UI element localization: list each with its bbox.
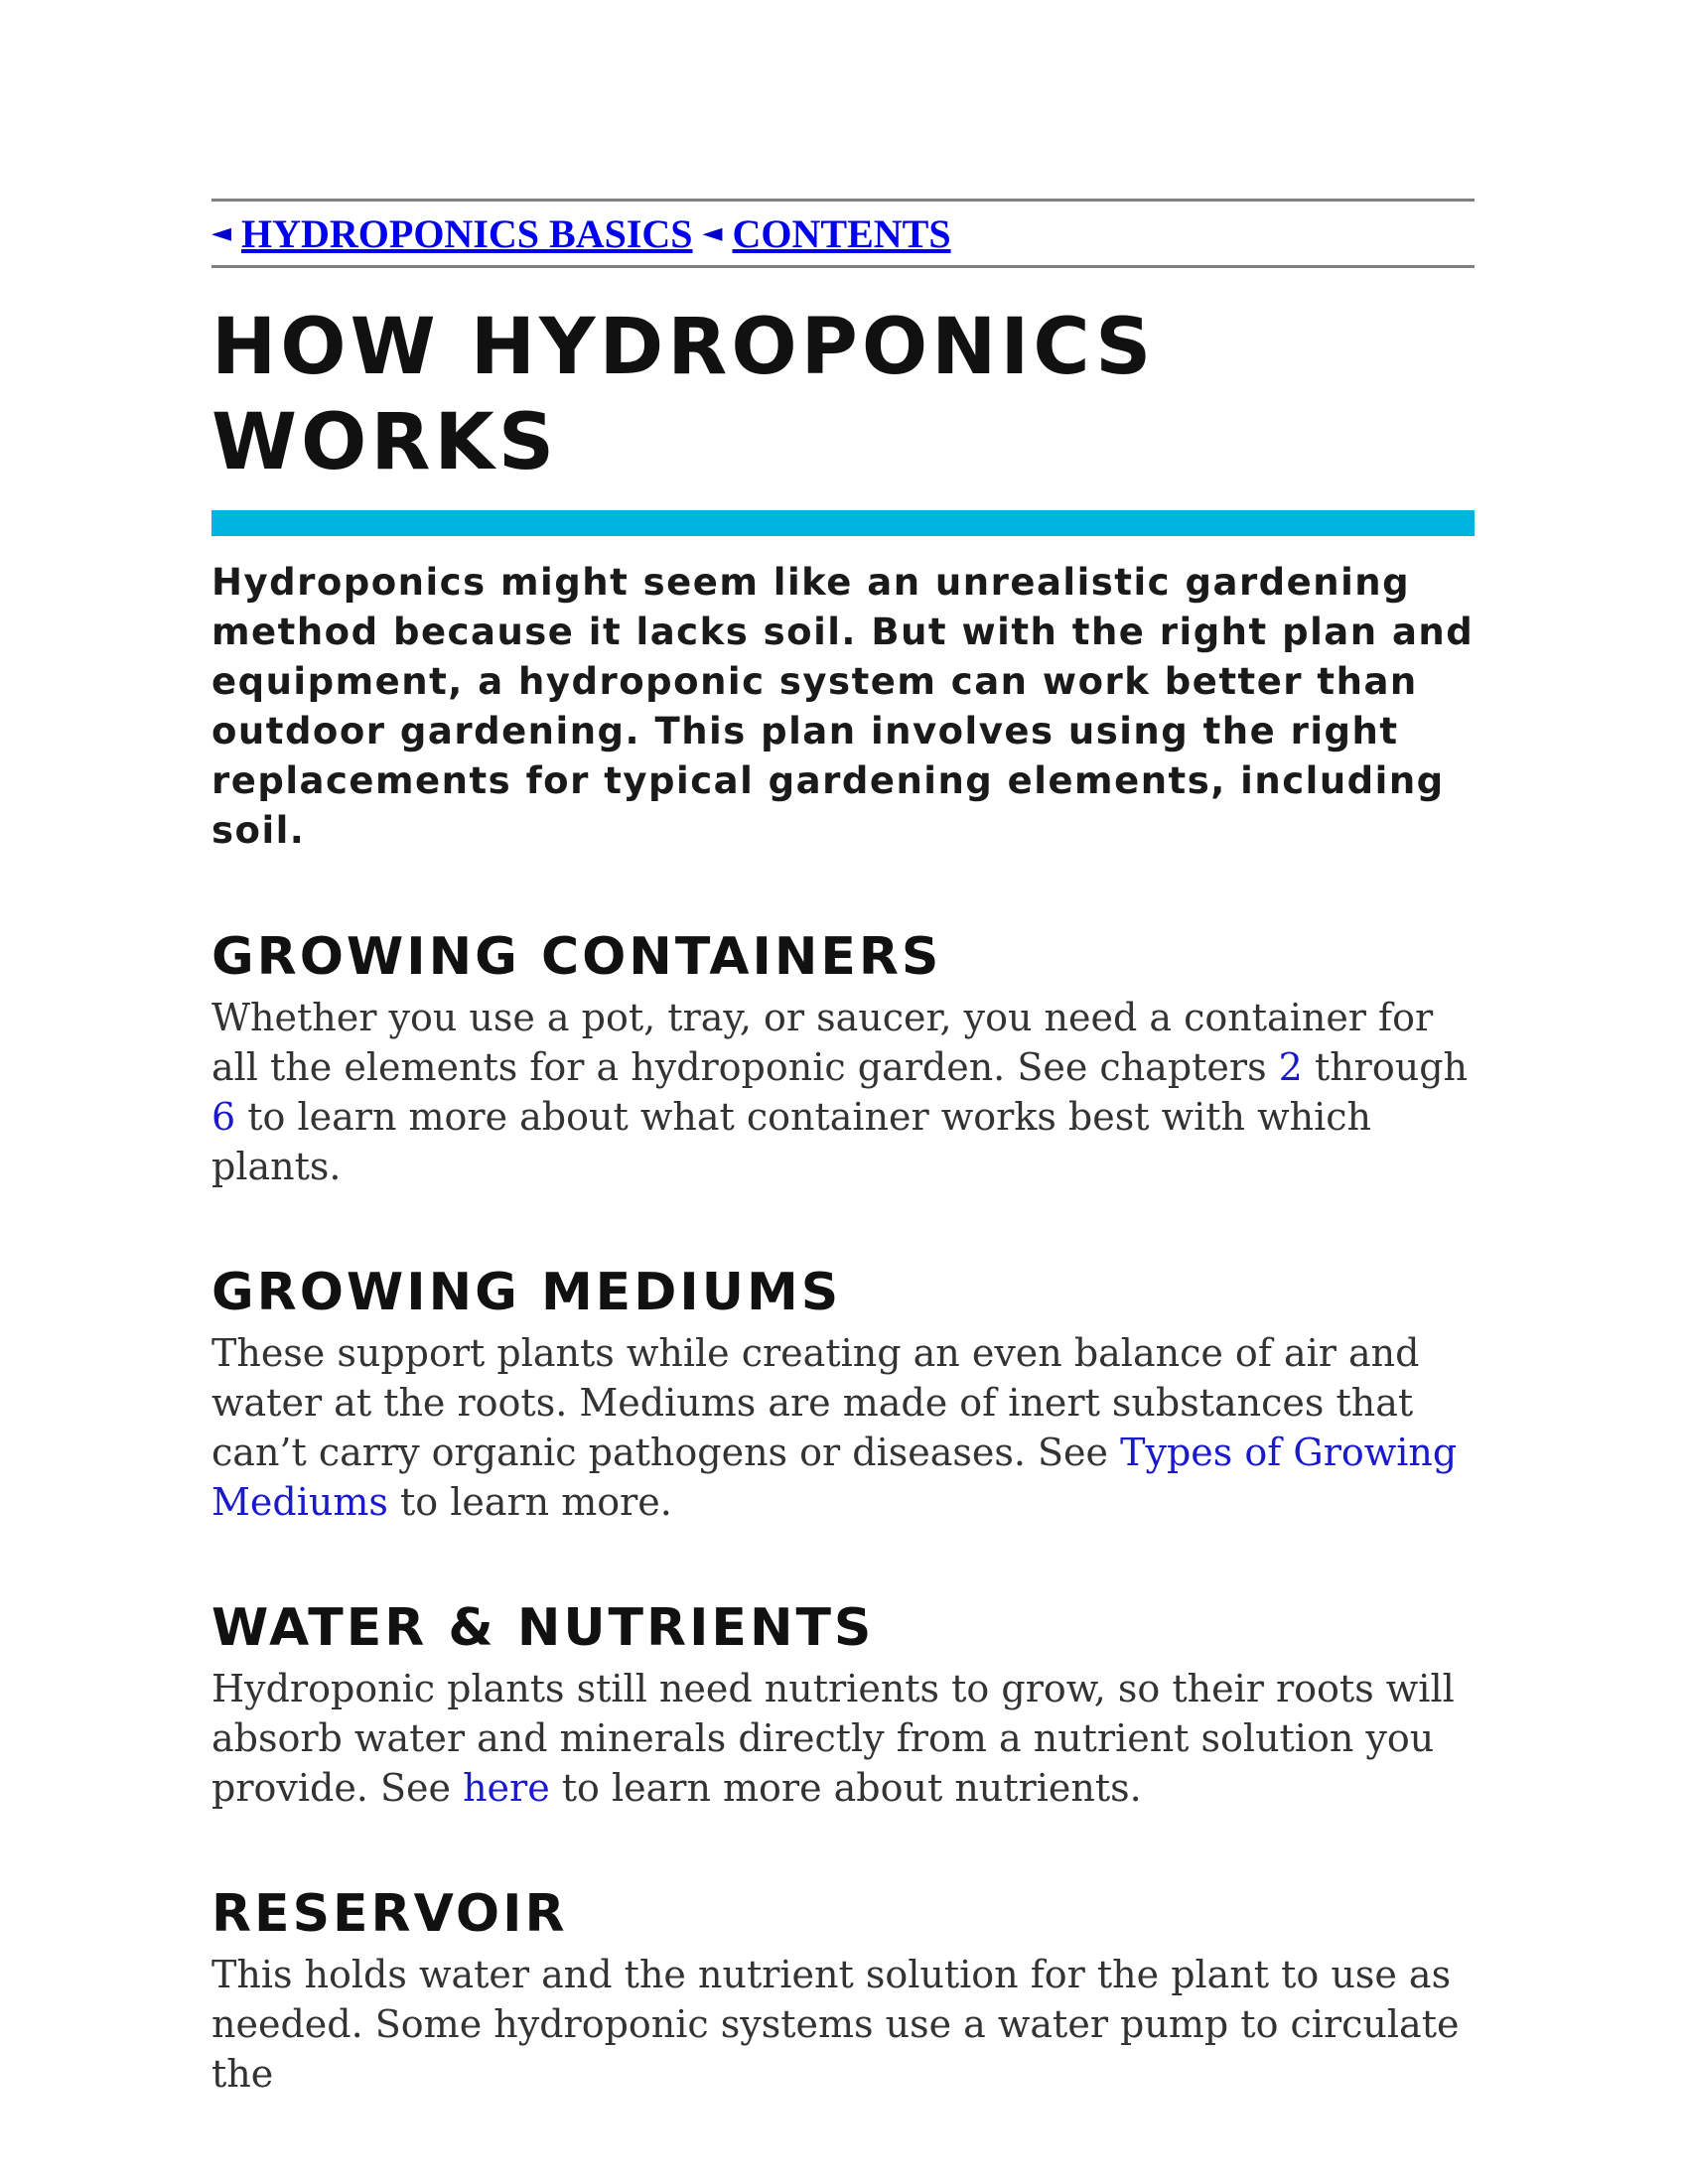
text-segment: to learn more about what container works best with which plants. [211, 1095, 1372, 1188]
section-text-containers [211, 993, 1475, 1191]
text-segment: to learn more about nutrients. [549, 1766, 1142, 1810]
hydroponics-basics-link[interactable]: HYDROPONICS BASICS [241, 210, 693, 256]
section-text-water-nutrients [211, 1664, 1475, 1813]
back-arrow-icon: ◄ [211, 218, 231, 248]
page [211, 199, 1475, 2099]
title-accent-bar [211, 510, 1475, 536]
section-heading-mediums: GROWING MEDIUMS [211, 1263, 842, 1322]
section-text-reservoir: This holds water and the nutrient solution for the plant to use as needed. Some hydroponic systems use a water pump to circulate the [211, 1953, 1460, 2096]
section-heading-containers: GROWING CONTAINERS [211, 927, 942, 987]
section-heading-water-nutrients: WATER & NUTRIENTS [211, 1598, 875, 1658]
section-heading-reservoir: RESERVOIR [211, 1884, 568, 1944]
contents-link[interactable]: CONTENTS [732, 210, 951, 256]
text-segment: to learn more. [387, 1480, 672, 1524]
intro-paragraph: Hydroponics might seem like an unrealistic gardening method because it lacks soil. But with the right plan and equipment, a hydroponic system can work better than outdoor gardening. This plan involves using the right replacements for typical gardening elements, including soil. [211, 561, 1475, 852]
types-of-growing-mediums-link[interactable]: Types of Growing Mediums [211, 1431, 1458, 1524]
nutrients-here-link[interactable]: here [463, 1766, 550, 1810]
text-segment: These support plants while creating an even balance of air and water at the roots. Mediums are made of inert substances that can’t carry organic pathogens or diseases. See [211, 1331, 1420, 1474]
text-segment: through [1302, 1045, 1468, 1089]
section-text-mediums [211, 1328, 1475, 1527]
chapter-2-link[interactable]: 2 [1278, 1045, 1303, 1089]
page-title: HOW HYDROPONICS WORKS [211, 303, 1156, 487]
breadcrumb-nav [211, 199, 1475, 268]
chapter-6-link[interactable]: 6 [211, 1095, 236, 1139]
text-segment: Whether you use a pot, tray, or saucer, you need a container for all the elements for a hydroponic garden. See chapters [211, 996, 1434, 1089]
text-segment: Hydroponic plants still need nutrients to grow, so their roots will absorb water and minerals directly from a nutrient solution you provide. See [211, 1667, 1455, 1810]
back-arrow-icon: ◄ [702, 218, 723, 248]
